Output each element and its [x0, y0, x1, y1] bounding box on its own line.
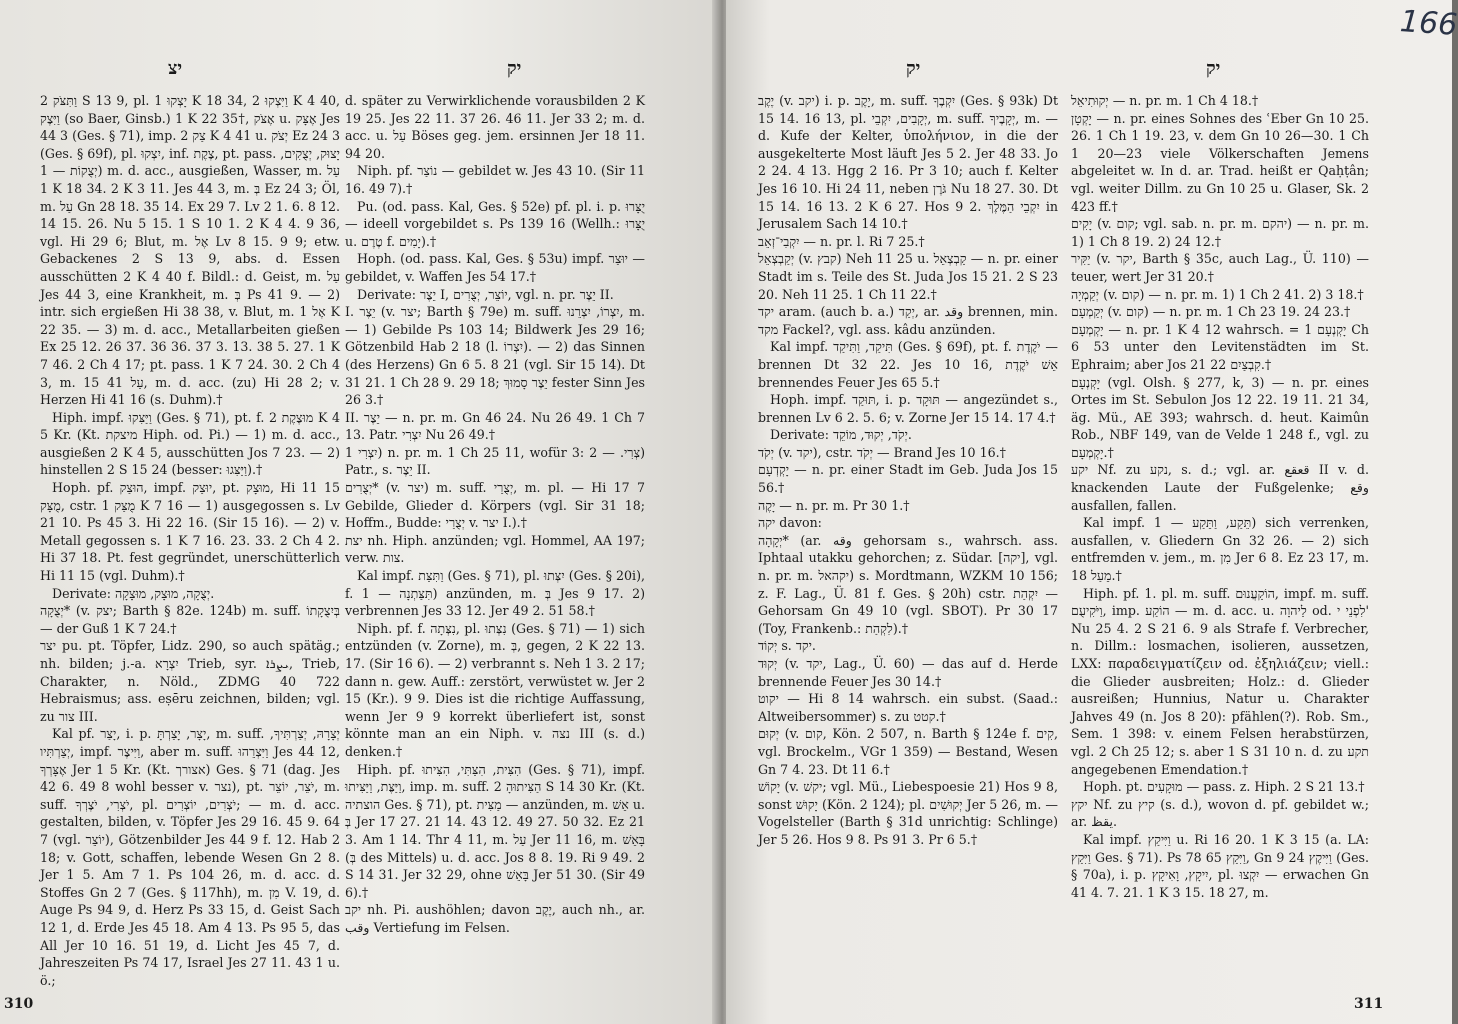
left-page: [0, 0, 718, 1024]
entry-yaqqir: יַקִּיר (v. יקר, Barth § 35c, auch Lag., Ü. 110) — teuer, wert Jer 31 20.†: [1071, 251, 1370, 284]
entry-yatsat-root: יצת nh. Hiph. anzünden; vgl. Hommel, AA 197; verw. צות.: [345, 532, 645, 566]
entry-yetser-1: I. יֵצֶר (v. יצר; Barth § 79e) m. suff. יִצְרוֹ, יִצְרֵנוּ, m. — 1) Gebilde Ps 103 14; Bildwerk Jes 29 16; Götzenbild Hab 2 18 (l. יִצְרוֹ). — 2) das Sinnen (des Herzens) Gn 6 5. 8 21 (vgl. Sir 15 14). Dt 31 21. 1 Ch 28 9. 29 18; יֵצֶר סָמוּךְ fester Sinn Jes 26 3.†: [345, 304, 645, 408]
right-page-column-b: [1071, 92, 1369, 992]
entry-yeqeb: יֶקֶב (v. יקב) i. p. יָקֶב, m. suff. יִקְבֶךָ (Ges. § 93k) Dt 15 14. 16 13, pl. יְקָבִים, יִקְבֵי, m. suff. יְקָבֶיךָ, m. — d. Kufe der Kelter, ὑπολήνιον, in die der ausgekelterte Most läuft Jes 5 2. Jer 48 33. Jo 2 24. 4 13. Hgg 2 16. Pr 3 10; auch f. Kelter Jes 16 10. Hi 24 11, neben גֹּרֶן Nu 18 27. 30. Dt 15 14. 16 13. 2 K 6 27. Hos 9 2. יִקְבֵי הַמֶּלֶךְ in Jerusalem Sach 14 10.†: [758, 93, 1059, 232]
entry-yiqbe-zeeb: יִקְבִי־זְאֵב — n. pr. l. Ri 7 25.†: [758, 233, 925, 249]
entry-yaqot: יקוט — Hi 8 14 wahrsch. ein subst. (Saad.: Altweibersommer) s. zu קטט.†: [758, 691, 1058, 724]
entry-yatsar-hophal: Hoph. (od. pass. Kal, Ges. § 53u) impf. יוּצַר — gebildet, v. Waffen Jes 54 17.†: [345, 251, 645, 284]
entry-yatsaq-derivate: Derivate: יְצֻקָה, מוּצָק, מוּצָקָה.: [52, 585, 215, 601]
entry-yetser-2: II. יֵצֶר — n. pr. m. Gn 46 24. Nu 26 49. 1 Ch 7 13. Patr. יִצְרִי Nu 26 49.†: [345, 409, 645, 443]
entry-yatsat-kal: Kal impf. וַתִּצַּת (Ges. § 71), pl. יִצְּתוּ (Ges. § 20i), f. תִּצַּתְנָה — 1) anzünden, m. בְּ Jes 9 17. 2) verbrennen Jes 33 12. Jer 49 2. 51 58.†: [345, 568, 645, 619]
entry-yitsri: יִצְרִי 1) n. pr. m. 1 Ch 25 11, wofür 3: צְרִי. — 2) Patr., s. יֵצֶר II.: [345, 444, 645, 478]
entry-yaqats-kal: Kal impf. וַיִּיקַץ u. Ri 16 20. 1 K 3 15 (a. LA: וַיִּקַץ Ges. § 71). Ps 78 65 וַיִּקַץ, Gn 9 24 וַיִּיקֶץ (Ges. § 70a), i. p. יִיקָץ, וָאִיקָץ, pl. יִקְצוּ — erwachen Gn 41 4. 7. 21. 1 K 3 15. 18 27, m.: [1071, 831, 1370, 900]
entry-yaqad-kal: Kal impf. תִּיקַד, וַתִּיקַד (Ges. § 69f), pt. f. יֹקֶדֶת — brennen Dt 32 22. Jes 10 16, אֵשׁ יֹקֶדֶת brennendes Feuer Jes 65 5.†: [758, 339, 1058, 390]
entry-yqh-root: יקה davon:: [758, 515, 822, 531]
entry-yetsurim: יְצֻרִים* (v. יצר) m. suff. יְצֻרַי, m. pl. — Hi 17 7 Gebilde, Glieder d. Körpers (vgl. Sir 31 18; Hoffm., Budde: יְצֻרַי v. יצר I.).†: [345, 480, 646, 531]
entry-yeqabtseel: יְקַבְצְאֵל (v. קבץ) Neh 11 25 u. קַבְצְאֵל — n. pr. einer Stadt im s. Teile des St. Juda Jos 15 21. 2 S 23 20. Neh 11 25. 1 Ch 11 22.†: [758, 251, 1058, 302]
entry-yeqaha: יְקָהָה* (ar. وقه gehorsam s., wahrsch. ass. Iphtaal utakku gehorchen; z. Südar. [יקה], vgl. n. pr. m. יקהאל) s. Mordtmann, WZKM 10 156; z. F. Lag., Ü. 81 f. Ges. § 20h) cstr. יִקְהַת — Gehorsam Gn 49 10 (vgl. SBOT). Pr 30 17 (Toy, Frankenb.: לִקְהַת).†: [758, 532, 1058, 636]
entry-yaqats-root: יקץ Nf. zu קיץ (s. d.), wovon d. pf. gebildet w.; ar. يقظ.: [1071, 796, 1369, 830]
entry-yequtiel: יְקוּתִיאֵל — n. pr. m. 1 Ch 4 18.†: [1071, 93, 1259, 108]
entry-yaqosh: יָקוֹשׁ (v. יקשׁ; vgl. Mü., Liebespoesie 21) Hos 9 8, sonst יָקוּשׁ (Kön. 2 124); pl. יְקוּשִׁים Jer 5 26, m. — Vogelsteller (Barth § 31d unrichtig: Schlinge) Jer 5 26. Hos 9 8. Ps 91 3. Pr 6 5.†: [758, 779, 1058, 847]
entry-yaqim: יָקִים (v. קום; vgl. sab. n. pr. m. יהקם) — n. pr. m. 1) 1 Ch 8 19. 2) 24 12.†: [1071, 216, 1369, 249]
entry-yaqad-root: יקד aram. (auch b. a.) יְקַד, ar. وقد brennen, min. מקד Fackel?, vgl. ass. kâdu anzünden.: [758, 304, 1058, 337]
entry-yatsar-niphal: Niph. pf. נוֹצַר — gebildet w. Jes 43 10. (Sir 11 16. 49 7).†: [345, 163, 645, 196]
left-page-column-b: [345, 92, 645, 992]
entry-yequm: יְקוּם (v. קום, Kön. 2 507, n. Barth § 124e f. קִים, vgl. Brockelm., VGr 1 359) — Bestand, Wesen Gn 7 4. 23. Dt 11 6.†: [758, 726, 1058, 777]
entry-yaqab-root: יקב nh. Pi. aushöhlen; davon יֶקֶב, auch nh., ar. وقب Vertiefung im Felsen.: [345, 902, 645, 935]
entry-yeqod: יְקֹד (v. יקד), cstr. יְקֹד — Brand Jes 10 16.†: [758, 444, 1006, 460]
entry-yatsaq-forms: וַתִּצֹּק 2 S 13 9, pl. יָצְקוּ 1 K 18 34, וַיִּצְקוּ 2 K 4 40, וַיִּצֶק (so Baer, Ginsb.) 1 K 22 35†, אֶצֹּק u. אֶצָּק Jes 44 3 (Ges. § 71), imp. צַק 2 K 4 41 u. יְצֹק Ez 24 3 (Ges. § 69f), pl. יִצְקוּ, inf. צֶקֶת, pt. pass. יָצוּק, יְצֻקִים, יְצֻקוֹת — 1) m. d. acc., ausgießen, Wasser, m. עַל 1 K 18 34. 2 K 3 11. Jes 44 3, m. בְּ Ez 24 3; Öl, m. עַל Gn 28 18. 35 14. Ex 29 7. Lv 2 1. 6. 8 12. 14 15. 26. Nu 5 15. 1 S 10 1. 2 K 4 4. 9 36, vgl. Hi 29 6; Blut, m. אֶל Lv 8 15. 9 9; etw. Gebackenes 2 S 13 9, abs. d. Essen ausschütten 2 K 4 40 f. Bildl.: d. Geist, m. עַל Jes 44 3, eine Krankheit, m. בְּ Ps 41 9. — 2) intr. sich ergießen Hi 38 38, v. Blut, m. אֶל 1 K 22 35. — 3) m. d. acc., Metallarbeiten gießen Ex 25 12. 26 37. 36 36. 37 3. 13. 38 5. 27. 1 K 7 46. 2 Ch 4 17; pt. pass. 1 K 7 24. 30. 2 Ch 4 3, m. עַל 41 15, m. d. acc. (zu) Hi 28 2; v. Herzen Hi 41 16 (s. Duhm).†: [40, 93, 341, 408]
entry-yeqamya: יְקַמְיָה (v. קום) — n. pr. m. 1) 1 Ch 2 41. 2) 3 18.†: [1071, 286, 1364, 302]
entry-yaqad-derivate: Derivate: יְקֹד, יְקוּד, מוֹקֵד.: [770, 427, 912, 443]
entry-yeqod-ref: יְקוֹד s. יקד.: [758, 638, 816, 654]
entry-yatsar-derivate: Derivate: יֵצֶר I, יוֹצֵר, יְצֻרִים, vgl. n. pr. יֵצֶר II.: [357, 286, 614, 302]
page-number-left: 310: [4, 996, 34, 1012]
entry-yoqmeam: יָקְמְעָם — n. pr. 1 K 4 12 wahrsch. = יָקְנְעָם 1 Ch 6 53 unter den Levitenstädten im St. Ephraim; aber Jos 21 22 קִבְצַיִם.†: [1071, 321, 1369, 372]
entry-yatsar-pual: Pu. (od. pass. Kal, Ges. § 52e) pf. pl. i. p. יֻצָּרוּ — ideell vorgebildet s. Ps 139 16 (Wellh.: יֻצָּרוּ u. טֶרֶם f. יָמִים).†: [345, 198, 645, 249]
entry-yatsat-niphal: Niph. pf. f. נִצְּתָה, pl. נִצְּתוּ (Ges. § 71) — 1) sich entzünden (v. Zorne), m. בְּ, gegen, 2 K 22 13. 17. (Sir 16 6). — 2) verbrannt s. Neh 1 3. 2 17; dann n. gew. Auff.: zerstört, verwüstet w. Jer 2 15 (Kr.). 9 9. Dies ist die richtige Auffassung, wenn Jer 9 9 korrekt überliefert ist, sonst könnte man an ein Niph. v. נצה III (s. d.) denken.†: [345, 620, 646, 759]
right-page-column-a: [758, 92, 1058, 992]
entry-yatsar-continued: d. später zu Verwirklichende vorausbilden 2 K 19 25. Jes 22 11. 37 26. 46 11. Jer 33 2; m. d. acc. u. עַל Böses geg. jem. ersinnen Jer 18 11. 94 20.: [345, 93, 645, 161]
entry-yequd: יְקוּד (v. יקד, Lag., Ü. 60) — das auf d. Herde brennende Feuer Jes 30 14.†: [758, 656, 1059, 689]
entry-yaqe: יָקֶה — n. pr. m. Pr 30 1.†: [758, 497, 910, 513]
running-head-right-col: יק: [1206, 58, 1221, 79]
entry-yoqneam: יָקְנְעָם (vgl. Olsh. § 277, k, 3) — n. pr. eines Ortes im St. Sebulon Jos 12 22. 19 11. 21 34, äg. Mü., AE 393; wahrsch. d. heut. Kaimûn Rob., NBF 149, van de Velde 1 248 f., vgl. zu יָקְמְעָם.†: [1071, 374, 1369, 460]
entry-yatsar-kal: Kal pf. יָצַר, i. p. יָצָר, יָצַרְתָּ, m. suff. יְצָרָהּ, יְצַרְתִּיךָ, יְצַרְתִּיו, impf. וַיִּיצֶר, aber m. suff. וַיִּצְרֵהוּ Jes 44 12, אֶצָּרְךָ Jer 1 5 Kr. (Kt. אצורך) Ges. § 71 (dag. Jes 42 6. 49 8 wohl besser v. נצר), pt. יֹצֵר, יוֹצֵר, m. suff. יֹצְרִי, יֹצֶרְךָ, pl. יֹצְרִים, יוֹצְרִים; — m. d. acc. gestalten, bilden, v. Töpfer Jes 29 16. 45 9. 64 7 (vgl. יוֹצֵר), Götzenbilder Jes 44 9 f. 12. Hab 2 18; v. Gott, schaffen, lebende Wesen Gn 2 8. Jer 1 5. Am 7 1. Ps 104 26, m. d. acc. d. Stoffes Gn 2 7 (Ges. § 117hh), m. מִן V. 19, d. Auge Ps 94 9, d. Herz Ps 33 15, d. Geist Sach 12 1, d. Erde Jes 45 18. Am 4 13. Ps 95 5, das All Jer 10 16. 51 19, d. Licht Jes 45 7, d. Jahreszeiten Ps 74 17, Israel Jes 27 11. 43 1 u. ö.;: [40, 726, 341, 988]
running-head-left-col: יצ: [168, 58, 183, 79]
entry-yoqdeam: יָקְדְעָם — n. pr. einer Stadt im Geb. Juda Jos 15 56.†: [758, 462, 1058, 496]
entry-yaqad-hophal: Hoph. impf. תּוּקַד, i. p. תּוּקָד — angezündet s., brennen Lv 6 2. 5. 6; v. Zorne Jer 15 14. 17 4.†: [758, 392, 1059, 425]
entry-yaqa-hophal: Hoph. pt. מוּקָעִים — pass. z. Hiph. 2 S 21 13.†: [1083, 779, 1365, 795]
entry-yatsat-hiphil: Hiph. pf. הִצִּית, הִצַּתִּי, הִצִּיתוּ (Ges. § 71), impf. וַיַּצֶּת, וַיַּצִּיתוּ, imp. m. suff. הַצִּיתוּהָ 2 S 14 30 Kr. (Kt. הוצתיה Ges. § 71), pt. מַצִּית — anzünden, m. אֵשׁ u. בְּ Jer 17 27. 21 14. 43 12. 49 27. 50 32. Ez 21 3. Am 1 14. Thr 4 11, m. עַל Jer 11 16, m. בָּאֵשׁ (בְּ des Mittels) u. d. acc. Jos 8 8. 19. Ri 9 49. 2 S 14 31. Jer 32 29, ohne בָּאֵשׁ Jer 51 30. (Sir 49 6).†: [345, 761, 645, 900]
entry-yeqamam: יְקַמְעָם (v. קום) — n. pr. m. 1 Ch 23 19. 24 23.†: [1071, 304, 1351, 320]
entry-yatsaq-hiphil: Hiph. impf. וַיַּצִּקוּ (Ges. § 71), pt. f. מוּצֶקֶת 2 K 4 5 Kr. (Kt. מיצקת Hiph. od. Pi.) — 1) m. d. acc., ausgießen 2 K 4 5, ausschütten Jos 7 23. — 2) hinstellen 2 S 15 24 (besser: וַיַּצִּגוּ).†: [40, 409, 340, 478]
entry-yetsuqa: יְצֻקָה* (v. יצק; Barth § 82e. 124b) m. suff. בְּיִצֻקָתוֹ — der Guß 1 K 7 24.†: [40, 603, 341, 636]
left-page-column-a: [40, 92, 340, 992]
right-page: [726, 0, 1452, 1024]
entry-yaqa-root: יקע Nf. zu נקע, s. d.; vgl. ar. قعقع II v. d. knackenden Laute der Fußgelenke; وقع ausfallen, fallen.: [1071, 462, 1369, 513]
page-number-right: 311: [1354, 996, 1384, 1012]
entry-yaqa-hiphil: Hiph. pf. 1. pl. m. suff. הוֹקַעֲנוּם, impf. m. suff. וַיֹּקִיעֻם, imp. הוֹקַע — m. d. acc. u. לַיהוָה od. לִפְנֵי י' Nu 25 4. 2 S 21 6. 9 als Strafe f. Verbrecher, n. Dillm.: losmachen, isolieren, aussetzen, LXX: παραδειγματίζειν od. ἐξηλιάζειν; viell.: die Glieder ausbreiten; Holz.: d. Glieder ausreißen; Hunnius, Natur u. Charakter Jahves 49 (n. Jos 8 20): pfählen(?). Rob. Sm., Sem. 1 398: v. einem Felsen herabstürzen, vgl. 2 Ch 25 12; s. aber 1 S 31 10 n. d. zu תקע angegebenen Emendation.†: [1071, 585, 1370, 777]
running-head-right-col: יק: [507, 58, 522, 79]
entry-yoqtan: יָקְטָן — n. pr. eines Sohnes des ʿEber Gn 10 25. 26. 1 Ch 1 19. 23, v. dem Gn 10 26—30. 1 Ch 1 20—23 viele Völkerschaften Jemens abgeleitet w. In d. ar. Trad. heißt er Qaḥṭân; vgl. weiter Dillm. zu Gn 10 25 u. Glaser, Sk. 2 423 ff.†: [1071, 110, 1369, 214]
handwritten-page-number: 166: [1398, 4, 1458, 43]
entry-yatsaq-hophal: Hoph. pf. הוּצַק, impf. יוּצַק, pt. מוּצָק, Hi 11 15 מֻצָּק, cstr. מֻצַּק 1 K 7 16 — 1) ausgegossen s. Lv 21 10. Ps 45 3. Hi 22 16. (Sir 15 16). — 2) v. Metall gegossen s. 1 K 7 16. 23. 33. 2 Ch 4 2. Hi 37 18. Pt. fest gegründet, unerschütterlich Hi 11 15 (vgl. Duhm).†: [40, 480, 340, 584]
running-head-left-col: יק: [906, 58, 921, 79]
entry-yatsar-root: יצר pu. pt. Töpfer, Lidz. 290, so auch spätäg.; nh. bilden; j.-a. יִצְרָא Trieb, syr. ܝܨܪܐ, Trieb, Charakter, n. Nöld., ZDMG 40 722 Hebraismus; ass. eṣēru zeichnen, bilden; vgl. zu צור III.: [40, 638, 340, 724]
entry-yaqa-kal: Kal impf. תֵּקַע, וַתֵּקַע — 1) sich verrenken, ausfallen, v. Gliedern Gn 32 26. — 2) sich entfremden v. jem., m. מִן Jer 6 8. Ez 23 17, m. מֵעַל 18.†: [1071, 515, 1370, 584]
